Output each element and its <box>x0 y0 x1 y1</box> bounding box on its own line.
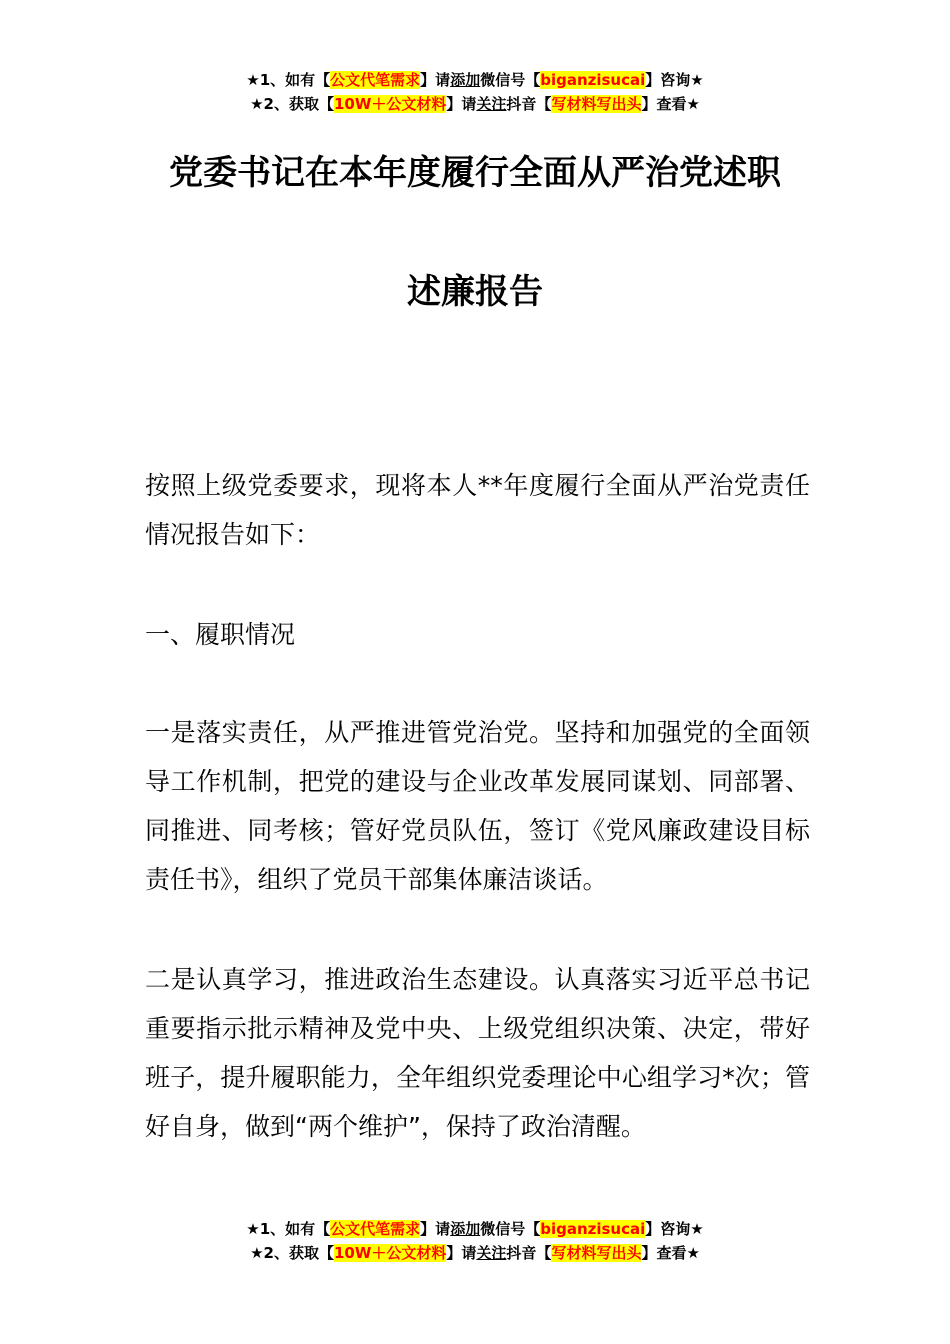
banner-emphasis: 关注 <box>476 1244 507 1262</box>
banner-highlight: 10W＋公文材料 <box>333 95 447 113</box>
banner-text: 抖音【 <box>506 95 552 113</box>
banner-line-1 <box>0 68 950 92</box>
body-paragraph: 一是落实责任，从严推进管党治党。坚持和加强党的全面领导工作机制，把党的建设与企业改革发展同谋划、同部署、同推进、同考核；管好党员队伍，签订《党风廉政建设目标责任书》，组织了党员干部集体廉洁谈话。 <box>145 718 810 894</box>
banner-text: 】请 <box>446 95 477 113</box>
banner-text: ★1、如有【 <box>246 71 331 89</box>
banner-highlight: biganzisucai <box>540 1220 646 1238</box>
banner-text: 】查看★ <box>641 1244 700 1262</box>
section-heading: 一、履职情况 <box>145 620 296 649</box>
banner-line-1 <box>0 1217 950 1241</box>
banner-text: 微信号【 <box>480 71 541 89</box>
banner-emphasis: 添加 <box>450 71 481 89</box>
banner-text: ★2、获取【 <box>250 95 334 113</box>
banner-highlight: 公文代笔需求 <box>330 71 421 89</box>
banner-text: 抖音【 <box>506 1244 552 1262</box>
bottom-banner <box>0 1217 950 1265</box>
document-title-line-1: 党委书记在本年度履行全面从严治党述职 <box>169 153 781 193</box>
top-banner <box>0 68 950 116</box>
body-paragraph: 二是认真学习，推进政治生态建设。认真落实习近平总书记重要指示批示精神及党中央、上级党组织决策、决定，带好班子，提升履职能力，全年组织党委理论中心组学习*次；管好自身，做到“两个维护”，保持了政治清醒。 <box>145 965 810 1141</box>
banner-emphasis: 添加 <box>450 1220 481 1238</box>
document-title-line-2: 述廉报告 <box>407 272 543 312</box>
banner-highlight: 写材料写出头 <box>551 1244 642 1262</box>
banner-line-2 <box>0 1241 950 1265</box>
banner-text: 】请 <box>446 1244 477 1262</box>
intro-paragraph: 按照上级党委要求，现将本人**年度履行全面从严治党责任情况报告如下： <box>145 471 810 549</box>
banner-line-2 <box>0 92 950 116</box>
banner-text: 】查看★ <box>641 95 700 113</box>
banner-highlight: 公文代笔需求 <box>330 1220 421 1238</box>
banner-text: ★1、如有【 <box>246 1220 331 1238</box>
banner-text: 】咨询★ <box>645 1220 704 1238</box>
banner-text: ★2、获取【 <box>250 1244 334 1262</box>
banner-highlight: 10W＋公文材料 <box>333 1244 447 1262</box>
banner-highlight: 写材料写出头 <box>551 95 642 113</box>
banner-text: 】咨询★ <box>645 71 704 89</box>
banner-text: 微信号【 <box>480 1220 541 1238</box>
banner-text: 】请 <box>420 1220 451 1238</box>
banner-emphasis: 关注 <box>476 95 507 113</box>
banner-text: 】请 <box>420 71 451 89</box>
banner-highlight: biganzisucai <box>540 71 646 89</box>
